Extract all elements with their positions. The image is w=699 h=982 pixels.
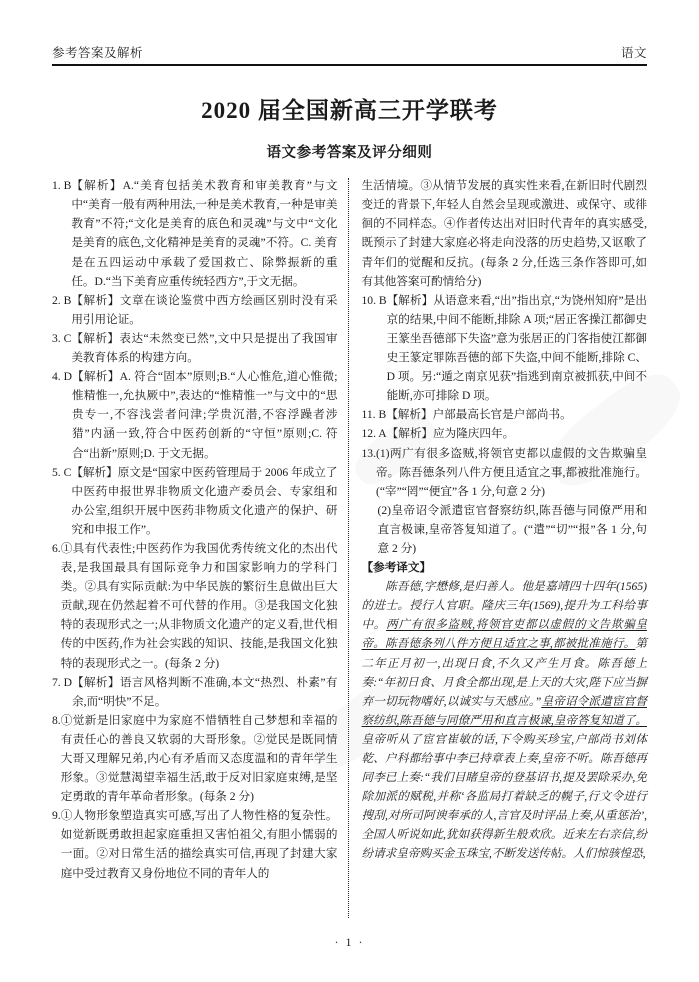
answer-text: 【解析】语言风格判断不准确,本文“热烈、朴素”有余,而“明快”不足。 xyxy=(71,675,338,708)
answer-number: 13. xyxy=(361,446,376,460)
answer-number: 8. xyxy=(52,713,61,727)
answer-text: 【解析】原文是“国家中医药管理局于 2006 年成立了中医药申报世界非物质文化遗产委员会、专家组和办公室,组织开展中医药非物质文化遗产的保护、研究和申报工作”。 xyxy=(71,465,338,536)
answer-text: 【解析】户部最高长官是户部尚书。 xyxy=(386,408,572,422)
answer-number: 7. D xyxy=(52,675,72,689)
translation-segment: 陈吾德,字懋修,是归善人。他是嘉靖四十四年(1565)的进士。授行人官职。隆庆三年(1569),提升为工科给事中。 xyxy=(361,580,647,632)
translation-segment: 第二年正月初一,出现日食,不久又产生月食。陈吾德上奏:“年初日食、月食全都出现,是上天的大灾,陛下应当摒弃一切玩物嗜好,以诚实与天感应。” xyxy=(361,637,647,708)
answer-text: 【解析】表达“未然变已然”,文中只是提出了我国审美教育体系的构建方向。 xyxy=(71,331,338,365)
answer-number: 4. D xyxy=(52,370,72,384)
answer-item xyxy=(52,539,338,673)
right-column xyxy=(349,176,648,918)
answer-text: ①人物形象塑造真实可感,写出了人物性格的复杂性。如觉新既勇敢担起家庭重担又害怕祖父,有胆小懦弱的一面。②对日常生活的描绘真实可信,再现了封建大家庭中受过教育又身份地位不同的青年人的 xyxy=(60,809,338,880)
page-title: 2020 届全国新高三开学联考 xyxy=(201,98,498,124)
answer-item xyxy=(362,291,648,406)
reference-translation-body xyxy=(362,577,648,863)
answer-text: 【解析】应为隆庆四年。 xyxy=(386,427,515,441)
answer-number: 3. C xyxy=(52,331,72,345)
answer-item xyxy=(52,463,338,539)
answer-number: 5. C xyxy=(52,465,72,479)
answer-item xyxy=(52,176,338,291)
reference-translation-title: 【参考译文】 xyxy=(361,561,432,575)
translation-segment-underlined: 皇帝诏令派遣宦官督察纺织,陈吾德与同僚严用和直言极谏,皇帝答复知道了。 xyxy=(361,694,647,727)
answer-number: 6. xyxy=(52,541,61,555)
answer-number: 1. B xyxy=(52,179,72,193)
running-header-right: 语文 xyxy=(620,46,647,60)
answer-number: 12. A xyxy=(361,427,387,441)
answer-item xyxy=(362,444,648,501)
answer-item xyxy=(52,367,338,462)
answer-number: 11. B xyxy=(361,408,387,422)
translation-segment: 皇帝听从了宦官崔敏的话,下令购买珍宝,户部尚书刘体乾、户科都给事中李已持章表上奏,皇帝不听。陈吾德再同李已上奏:“我们目睹皇帝的登基诏书,提及罢除采办,免除加派的赋税,并称‘各监局打着缺乏的幌子,行文令进行搜刮,对所司阿谀奉承的人,言官及时评品上奏,从重惩治’,全国人听说如此,犹如获得新生般欢欣。近来左右亲信,纷纷请求皇帝购买金玉珠宝,不断发送传帖。人们惊骇惶恐, xyxy=(361,732,647,861)
running-header-left: 参考答案及解析 xyxy=(52,46,144,60)
page-subtitle: 语文参考答案及评分细则 xyxy=(266,145,433,162)
answer-item xyxy=(52,673,338,711)
left-column xyxy=(52,176,348,918)
answer-number: 2. B xyxy=(52,293,72,307)
page-footer: · 1 · xyxy=(334,935,365,949)
header-rule xyxy=(52,64,647,66)
answer-number: 9. xyxy=(52,809,61,823)
answer-text: ①具有代表性;中医药作为我国优秀传统文化的杰出代表,是我国最具有国际竞争力和国家影响力的学科门类。②具有实际贡献:为中华民族的繁衍生息做出巨大贡献,现在仍然起着不可代替的作用。③是我国文化独特的表现形式之一;从非物质文化遗产的定义看,世代相传的中医药,作为社会实践的知识、技能,是我国文化独特的表现形式之一。(每条 2 分) xyxy=(60,541,338,670)
answer-text: 【解析】A. 符合“固本”原则;B.“人心惟危,道心惟微;惟精惟一,允执厥中”,表达的“惟精惟一”与文中的“思贵专一,不容浅尝者问津;学贵沉潜,不容浮躁者涉猎”内涵一致,符合中医药创新的“守恒”原则;C. 符合“出新”原则;D. 于文无据。 xyxy=(71,370,338,460)
answer-text-continued: 生活情境。③从情节发展的真实性来看,在新旧时代剧烈变迁的背景下,年轻人自然会呈现或激进、或保守、或徘徊的不同样态。④作者传达出对旧时代青年的真实感受,既预示了封建大家庭必将走向没落的历史趋势,又讴歌了青年们的觉醒和反抗。(每条 2 分,任选三条作答即可,如有其他答案可酌情给分) xyxy=(361,179,647,288)
two-column-body xyxy=(52,176,647,918)
answer-text: 【解析】文章在谈论鉴赏中西方绘画区别时没有采用引用论证。 xyxy=(71,293,338,326)
running-header xyxy=(52,0,647,61)
answer-item xyxy=(362,424,648,443)
answer-item xyxy=(52,291,338,329)
answer-item xyxy=(52,711,338,806)
answer-text: 【解析】从语意来看,“出”指出京,“为饶州知府”是出京的结果,中间不能断,排除 A 项;“居正客操江都御史王篆坐吾德部下失盗”意为张居正的门客指使江都御史王篆定罪陈吾德的部下失盗,中间不能断,排除 C、D 项。另:“遁之南京见获”指逃到南京被抓获,中间不能断,亦可排除 D 项。 xyxy=(386,293,647,403)
answer-text: 【解析】A.“美育包括美术教育和审美教育”与文中“美育一般有两种用法,一种是美术教育,一种是审美教育”不符;“文化是美育的底色和灵魂”与文中“文化是美育的底色,文化精神是美育的灵魂”不符。C. 美育是在五四运动中承载了爱国救亡、除弊振新的重任。D.“当下美育应重传统轻西方”,于文无据。 xyxy=(71,179,338,288)
answer-text: (1)两广有很多盗贼,将领官吏都以虚假的文告欺骗皇帝。陈吾德条列八件方便且适宜之事,都被批准施行。(“宰”“罔”“便宜”各 1 分,句意 2 分) xyxy=(376,446,647,498)
translation-segment-underlined: 两广有很多盗贼,将领官吏都以虚假的文告欺骗皇帝。陈吾德条列八件方便且适宜之事,都被批准施行。 xyxy=(361,618,647,651)
answer-number: 10. B xyxy=(361,293,387,307)
answer-item xyxy=(52,806,338,882)
answer-item xyxy=(52,329,338,367)
answer-item xyxy=(362,405,648,424)
answer-text: ①觉新是旧家庭中为家庭不惜牺牲自己梦想和幸福的有责任心的善良又软弱的大哥形象。②觉民是既同情大哥又理解兄弟,内心有矛盾而又态度温和的青年学生形象。③觉慧渴望幸福生活,敢于反对旧家庭束缚,是坚定勇敢的青年革命者形象。(每条 2 分) xyxy=(60,713,338,804)
answer-text-part2: (2)皇帝诏令派遣宦官督察纺织,陈吾德与同僚严用和直言极谏,皇帝答复知道了。(“遣”“切”“报”各 1 分,句意 2 分) xyxy=(377,503,647,555)
